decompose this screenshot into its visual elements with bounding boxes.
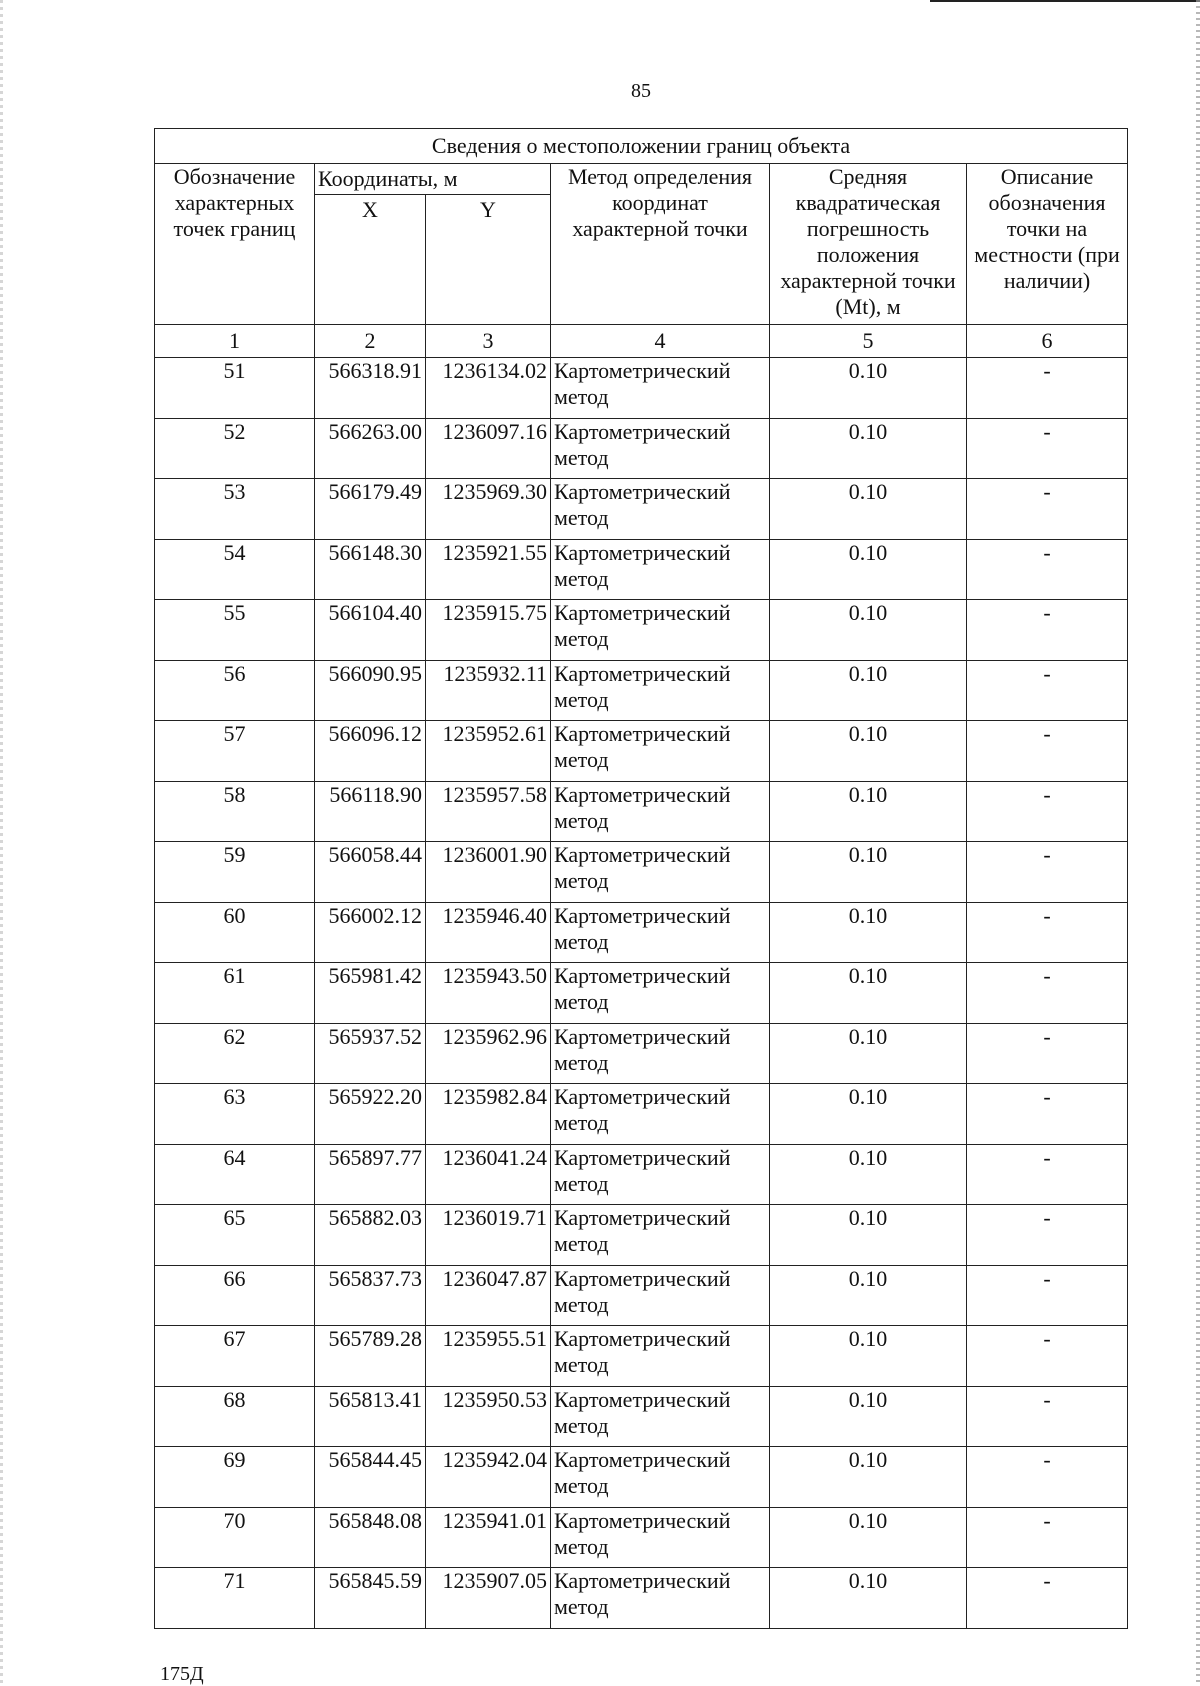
cell-x: 565844.45 xyxy=(315,1447,426,1508)
cell-y: 1236134.02 xyxy=(426,358,551,419)
column-number: 5 xyxy=(770,325,967,358)
cell-point: 59 xyxy=(155,842,315,903)
cell-point: 65 xyxy=(155,1205,315,1266)
cell-method: Картометрический метод xyxy=(551,1023,770,1084)
cell-method: Картометрический метод xyxy=(551,842,770,903)
cell-description: - xyxy=(967,963,1128,1024)
cell-y: 1235950.53 xyxy=(426,1386,551,1447)
cell-y: 1235952.61 xyxy=(426,721,551,782)
cell-y: 1235907.05 xyxy=(426,1568,551,1629)
table-row xyxy=(155,842,1128,903)
cell-error: 0.10 xyxy=(770,1144,967,1205)
cell-y: 1235941.01 xyxy=(426,1507,551,1568)
cell-error: 0.10 xyxy=(770,1507,967,1568)
cell-point: 53 xyxy=(155,479,315,540)
cell-description: - xyxy=(967,358,1128,419)
cell-method: Картометрический метод xyxy=(551,1326,770,1387)
cell-error: 0.10 xyxy=(770,660,967,721)
cell-x: 566058.44 xyxy=(315,842,426,903)
cell-point: 55 xyxy=(155,600,315,661)
cell-x: 565848.08 xyxy=(315,1507,426,1568)
cell-description: - xyxy=(967,660,1128,721)
cell-description: - xyxy=(967,1205,1128,1266)
cell-x: 565837.73 xyxy=(315,1265,426,1326)
cell-method: Картометрический метод xyxy=(551,1507,770,1568)
cell-method: Картометрический метод xyxy=(551,1205,770,1266)
header-coordinates: Координаты, м xyxy=(315,164,551,195)
cell-method: Картометрический метод xyxy=(551,418,770,479)
cell-y: 1235932.11 xyxy=(426,660,551,721)
cell-y: 1236097.16 xyxy=(426,418,551,479)
scan-edge-top xyxy=(930,0,1200,2)
cell-y: 1236019.71 xyxy=(426,1205,551,1266)
cell-error: 0.10 xyxy=(770,1326,967,1387)
cell-error: 0.10 xyxy=(770,479,967,540)
table-row xyxy=(155,721,1128,782)
cell-method: Картометрический метод xyxy=(551,1265,770,1326)
cell-description: - xyxy=(967,1265,1128,1326)
table-row xyxy=(155,418,1128,479)
cell-description: - xyxy=(967,539,1128,600)
cell-point: 69 xyxy=(155,1447,315,1508)
column-number: 4 xyxy=(551,325,770,358)
cell-error: 0.10 xyxy=(770,1023,967,1084)
cell-method: Картометрический метод xyxy=(551,479,770,540)
table-row xyxy=(155,539,1128,600)
table-title: Сведения о местоположении границ объекта xyxy=(155,129,1128,164)
cell-x: 566148.30 xyxy=(315,539,426,600)
cell-y: 1235955.51 xyxy=(426,1326,551,1387)
cell-description: - xyxy=(967,1386,1128,1447)
boundary-coordinates-table xyxy=(154,128,1128,1629)
cell-description: - xyxy=(967,1326,1128,1387)
cell-description: - xyxy=(967,842,1128,903)
table-row xyxy=(155,963,1128,1024)
cell-x: 566263.00 xyxy=(315,418,426,479)
cell-point: 71 xyxy=(155,1568,315,1629)
cell-x: 565813.41 xyxy=(315,1386,426,1447)
table-row xyxy=(155,1023,1128,1084)
cell-point: 54 xyxy=(155,539,315,600)
table-row xyxy=(155,1386,1128,1447)
cell-error: 0.10 xyxy=(770,721,967,782)
table-body xyxy=(155,358,1128,1629)
column-number: 1 xyxy=(155,325,315,358)
cell-x: 566179.49 xyxy=(315,479,426,540)
cell-method: Картометрический метод xyxy=(551,539,770,600)
cell-method: Картометрический метод xyxy=(551,358,770,419)
cell-point: 66 xyxy=(155,1265,315,1326)
cell-method: Картометрический метод xyxy=(551,1386,770,1447)
table-row xyxy=(155,781,1128,842)
header-point: Обозначение характерных точек границ xyxy=(155,164,315,325)
cell-error: 0.10 xyxy=(770,781,967,842)
cell-method: Картометрический метод xyxy=(551,781,770,842)
cell-x: 566104.40 xyxy=(315,600,426,661)
cell-point: 56 xyxy=(155,660,315,721)
cell-method: Картометрический метод xyxy=(551,1144,770,1205)
table-row xyxy=(155,1326,1128,1387)
cell-y: 1235921.55 xyxy=(426,539,551,600)
header-y: Y xyxy=(426,195,551,325)
cell-description: - xyxy=(967,721,1128,782)
cell-method: Картометрический метод xyxy=(551,1568,770,1629)
column-number: 2 xyxy=(315,325,426,358)
cell-description: - xyxy=(967,1568,1128,1629)
cell-point: 61 xyxy=(155,963,315,1024)
table-row xyxy=(155,358,1128,419)
cell-description: - xyxy=(967,781,1128,842)
cell-y: 1235957.58 xyxy=(426,781,551,842)
table-row xyxy=(155,1507,1128,1568)
table-row xyxy=(155,600,1128,661)
cell-error: 0.10 xyxy=(770,358,967,419)
cell-error: 0.10 xyxy=(770,1084,967,1145)
cell-y: 1235942.04 xyxy=(426,1447,551,1508)
cell-error: 0.10 xyxy=(770,1447,967,1508)
cell-y: 1235969.30 xyxy=(426,479,551,540)
cell-error: 0.10 xyxy=(770,1386,967,1447)
table-row xyxy=(155,1205,1128,1266)
cell-x: 566118.90 xyxy=(315,781,426,842)
table-row xyxy=(155,479,1128,540)
page-number: 85 xyxy=(631,80,651,102)
cell-description: - xyxy=(967,902,1128,963)
cell-description: - xyxy=(967,600,1128,661)
cell-y: 1236041.24 xyxy=(426,1144,551,1205)
table-row xyxy=(155,1447,1128,1508)
header-method: Метод определения координат характерной точки xyxy=(551,164,770,325)
cell-point: 67 xyxy=(155,1326,315,1387)
cell-point: 64 xyxy=(155,1144,315,1205)
cell-y: 1235915.75 xyxy=(426,600,551,661)
cell-y: 1236001.90 xyxy=(426,842,551,903)
cell-description: - xyxy=(967,1447,1128,1508)
cell-error: 0.10 xyxy=(770,1568,967,1629)
cell-x: 565922.20 xyxy=(315,1084,426,1145)
cell-point: 70 xyxy=(155,1507,315,1568)
cell-method: Картометрический метод xyxy=(551,600,770,661)
cell-y: 1235943.50 xyxy=(426,963,551,1024)
header-error: Средняя квадратическая погрешность положения характерной точки (Mt), м xyxy=(770,164,967,325)
cell-description: - xyxy=(967,1084,1128,1145)
cell-error: 0.10 xyxy=(770,963,967,1024)
cell-error: 0.10 xyxy=(770,418,967,479)
cell-point: 63 xyxy=(155,1084,315,1145)
cell-method: Картометрический метод xyxy=(551,721,770,782)
cell-x: 566090.95 xyxy=(315,660,426,721)
cell-x: 565882.03 xyxy=(315,1205,426,1266)
column-number-row xyxy=(155,325,1128,358)
scan-edge-right xyxy=(1196,0,1200,1686)
table-row xyxy=(155,1265,1128,1326)
cell-point: 60 xyxy=(155,902,315,963)
cell-point: 58 xyxy=(155,781,315,842)
cell-x: 565845.59 xyxy=(315,1568,426,1629)
cell-x: 566318.91 xyxy=(315,358,426,419)
cell-x: 566002.12 xyxy=(315,902,426,963)
cell-y: 1236047.87 xyxy=(426,1265,551,1326)
cell-x: 566096.12 xyxy=(315,721,426,782)
table-row xyxy=(155,1568,1128,1629)
cell-description: - xyxy=(967,479,1128,540)
column-number: 3 xyxy=(426,325,551,358)
table-row xyxy=(155,1084,1128,1145)
cell-description: - xyxy=(967,1507,1128,1568)
table-row xyxy=(155,902,1128,963)
cell-method: Картометрический метод xyxy=(551,963,770,1024)
cell-method: Картометрический метод xyxy=(551,1084,770,1145)
cell-description: - xyxy=(967,1023,1128,1084)
cell-error: 0.10 xyxy=(770,539,967,600)
cell-error: 0.10 xyxy=(770,1205,967,1266)
cell-x: 565981.42 xyxy=(315,963,426,1024)
cell-point: 51 xyxy=(155,358,315,419)
cell-point: 68 xyxy=(155,1386,315,1447)
cell-error: 0.10 xyxy=(770,842,967,903)
cell-point: 57 xyxy=(155,721,315,782)
column-number: 6 xyxy=(967,325,1128,358)
cell-x: 565937.52 xyxy=(315,1023,426,1084)
cell-error: 0.10 xyxy=(770,600,967,661)
header-x: X xyxy=(315,195,426,325)
cell-method: Картометрический метод xyxy=(551,1447,770,1508)
table-row xyxy=(155,1144,1128,1205)
cell-error: 0.10 xyxy=(770,1265,967,1326)
cell-point: 62 xyxy=(155,1023,315,1084)
cell-method: Картометрический метод xyxy=(551,660,770,721)
table-row xyxy=(155,660,1128,721)
cell-x: 565789.28 xyxy=(315,1326,426,1387)
cell-description: - xyxy=(967,418,1128,479)
cell-y: 1235962.96 xyxy=(426,1023,551,1084)
footer-code: 175Д xyxy=(160,1663,204,1685)
cell-description: - xyxy=(967,1144,1128,1205)
cell-method: Картометрический метод xyxy=(551,902,770,963)
cell-point: 52 xyxy=(155,418,315,479)
cell-y: 1235946.40 xyxy=(426,902,551,963)
cell-error: 0.10 xyxy=(770,902,967,963)
cell-x: 565897.77 xyxy=(315,1144,426,1205)
scan-edge-left xyxy=(0,0,3,1686)
header-description: Описание обозначения точки на местности (при наличии) xyxy=(967,164,1128,325)
cell-y: 1235982.84 xyxy=(426,1084,551,1145)
